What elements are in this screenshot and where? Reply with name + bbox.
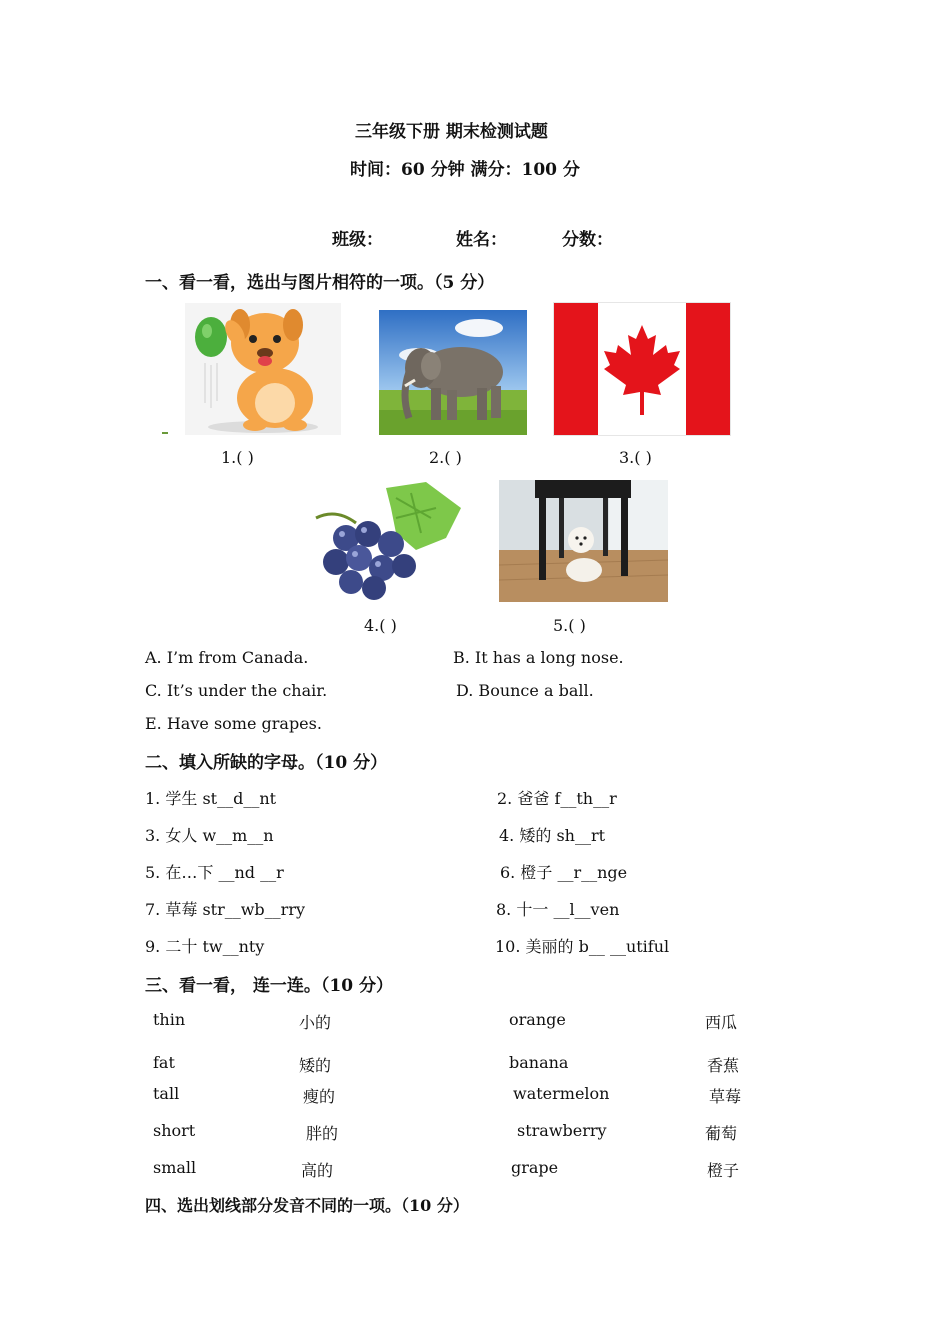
section4-heading: 四、选出划线部分发音不同的一项。（10 分） (145, 1196, 469, 1215)
match-right-en-3[interactable]: watermelon (513, 1084, 610, 1103)
option-d: D. Bounce a ball. (456, 681, 594, 700)
fill-item-9[interactable]: 9. 二十 tw__nty (145, 937, 265, 956)
option-b: B. It has a long nose. (453, 648, 624, 667)
match-right-cn-5[interactable]: 橙子 (707, 1161, 740, 1180)
match-left-en-5[interactable]: small (153, 1158, 197, 1177)
match-left-cn-3[interactable]: 瘦的 (303, 1087, 336, 1106)
score-label: 分数： (562, 230, 613, 250)
match-left-en-1[interactable]: thin (153, 1010, 186, 1029)
blank-3[interactable]: 3.( ) (619, 448, 652, 467)
fill-item-8[interactable]: 8. 十一 __l__ven (496, 900, 620, 919)
match-left-en-2[interactable]: fat (153, 1053, 175, 1072)
fill-item-3[interactable]: 3. 女人 w__m__n (145, 826, 274, 845)
match-right-en-4[interactable]: strawberry (517, 1121, 607, 1140)
match-right-en-2[interactable]: banana (509, 1053, 569, 1072)
match-right-cn-2[interactable]: 香蕉 (707, 1056, 740, 1075)
option-c: C. It’s under the chair. (145, 681, 328, 700)
option-a: A. I’m from Canada. (145, 648, 309, 667)
match-right-cn-3[interactable]: 草莓 (709, 1087, 742, 1106)
dog-bouncing-ball-image (185, 303, 341, 435)
match-right-en-5[interactable]: grape (511, 1158, 559, 1177)
fill-item-10[interactable]: 10. 美丽的 b__ __utiful (495, 937, 670, 956)
option-e: E. Have some grapes. (145, 714, 322, 733)
fill-item-4[interactable]: 4. 矮的 sh__rt (499, 826, 606, 845)
blank-5[interactable]: 5.( ) (553, 616, 586, 635)
match-right-cn-4[interactable]: 葡萄 (705, 1124, 738, 1143)
match-left-en-4[interactable]: short (153, 1121, 196, 1140)
time-and-score: 时间：60 分钟 满分：100 分 (350, 160, 580, 180)
section2-heading: 二、填入所缺的字母。（10 分） (145, 753, 388, 773)
section1-heading: 一、看一看，选出与图片相符的一项。（5 分） (145, 273, 495, 293)
match-right-en-1[interactable]: orange (509, 1010, 566, 1029)
grapes-image (296, 478, 470, 604)
blank-4[interactable]: 4.( ) (364, 616, 397, 635)
match-left-cn-5[interactable]: 高的 (301, 1161, 334, 1180)
small-mark (162, 432, 168, 434)
fill-item-7[interactable]: 7. 草莓 str__wb__rry (145, 900, 306, 919)
fill-item-1[interactable]: 1. 学生 st__d__nt (145, 789, 277, 808)
blank-2[interactable]: 2.( ) (429, 448, 462, 467)
match-right-cn-1[interactable]: 西瓜 (705, 1013, 738, 1032)
match-left-en-3[interactable]: tall (153, 1084, 180, 1103)
fill-item-6[interactable]: 6. 橙子 __r__nge (500, 863, 628, 882)
match-left-cn-1[interactable]: 小的 (299, 1013, 332, 1032)
fill-item-5[interactable]: 5. 在…下 __nd __r (145, 863, 284, 882)
match-left-cn-2[interactable]: 矮的 (299, 1056, 332, 1075)
match-left-cn-4[interactable]: 胖的 (306, 1124, 339, 1143)
dog-under-chair-image (499, 480, 668, 602)
elephant-image (379, 310, 527, 435)
canada-flag-image (554, 303, 730, 435)
name-label: 姓名： (456, 230, 507, 250)
section3-heading: 三、看一看， 连一连。（10 分） (145, 976, 393, 996)
class-label: 班级： (332, 230, 383, 250)
page-title: 三年级下册 期末检测试题 (355, 122, 548, 142)
blank-1[interactable]: 1.( ) (221, 448, 254, 467)
fill-item-2[interactable]: 2. 爸爸 f__th__r (497, 789, 617, 808)
